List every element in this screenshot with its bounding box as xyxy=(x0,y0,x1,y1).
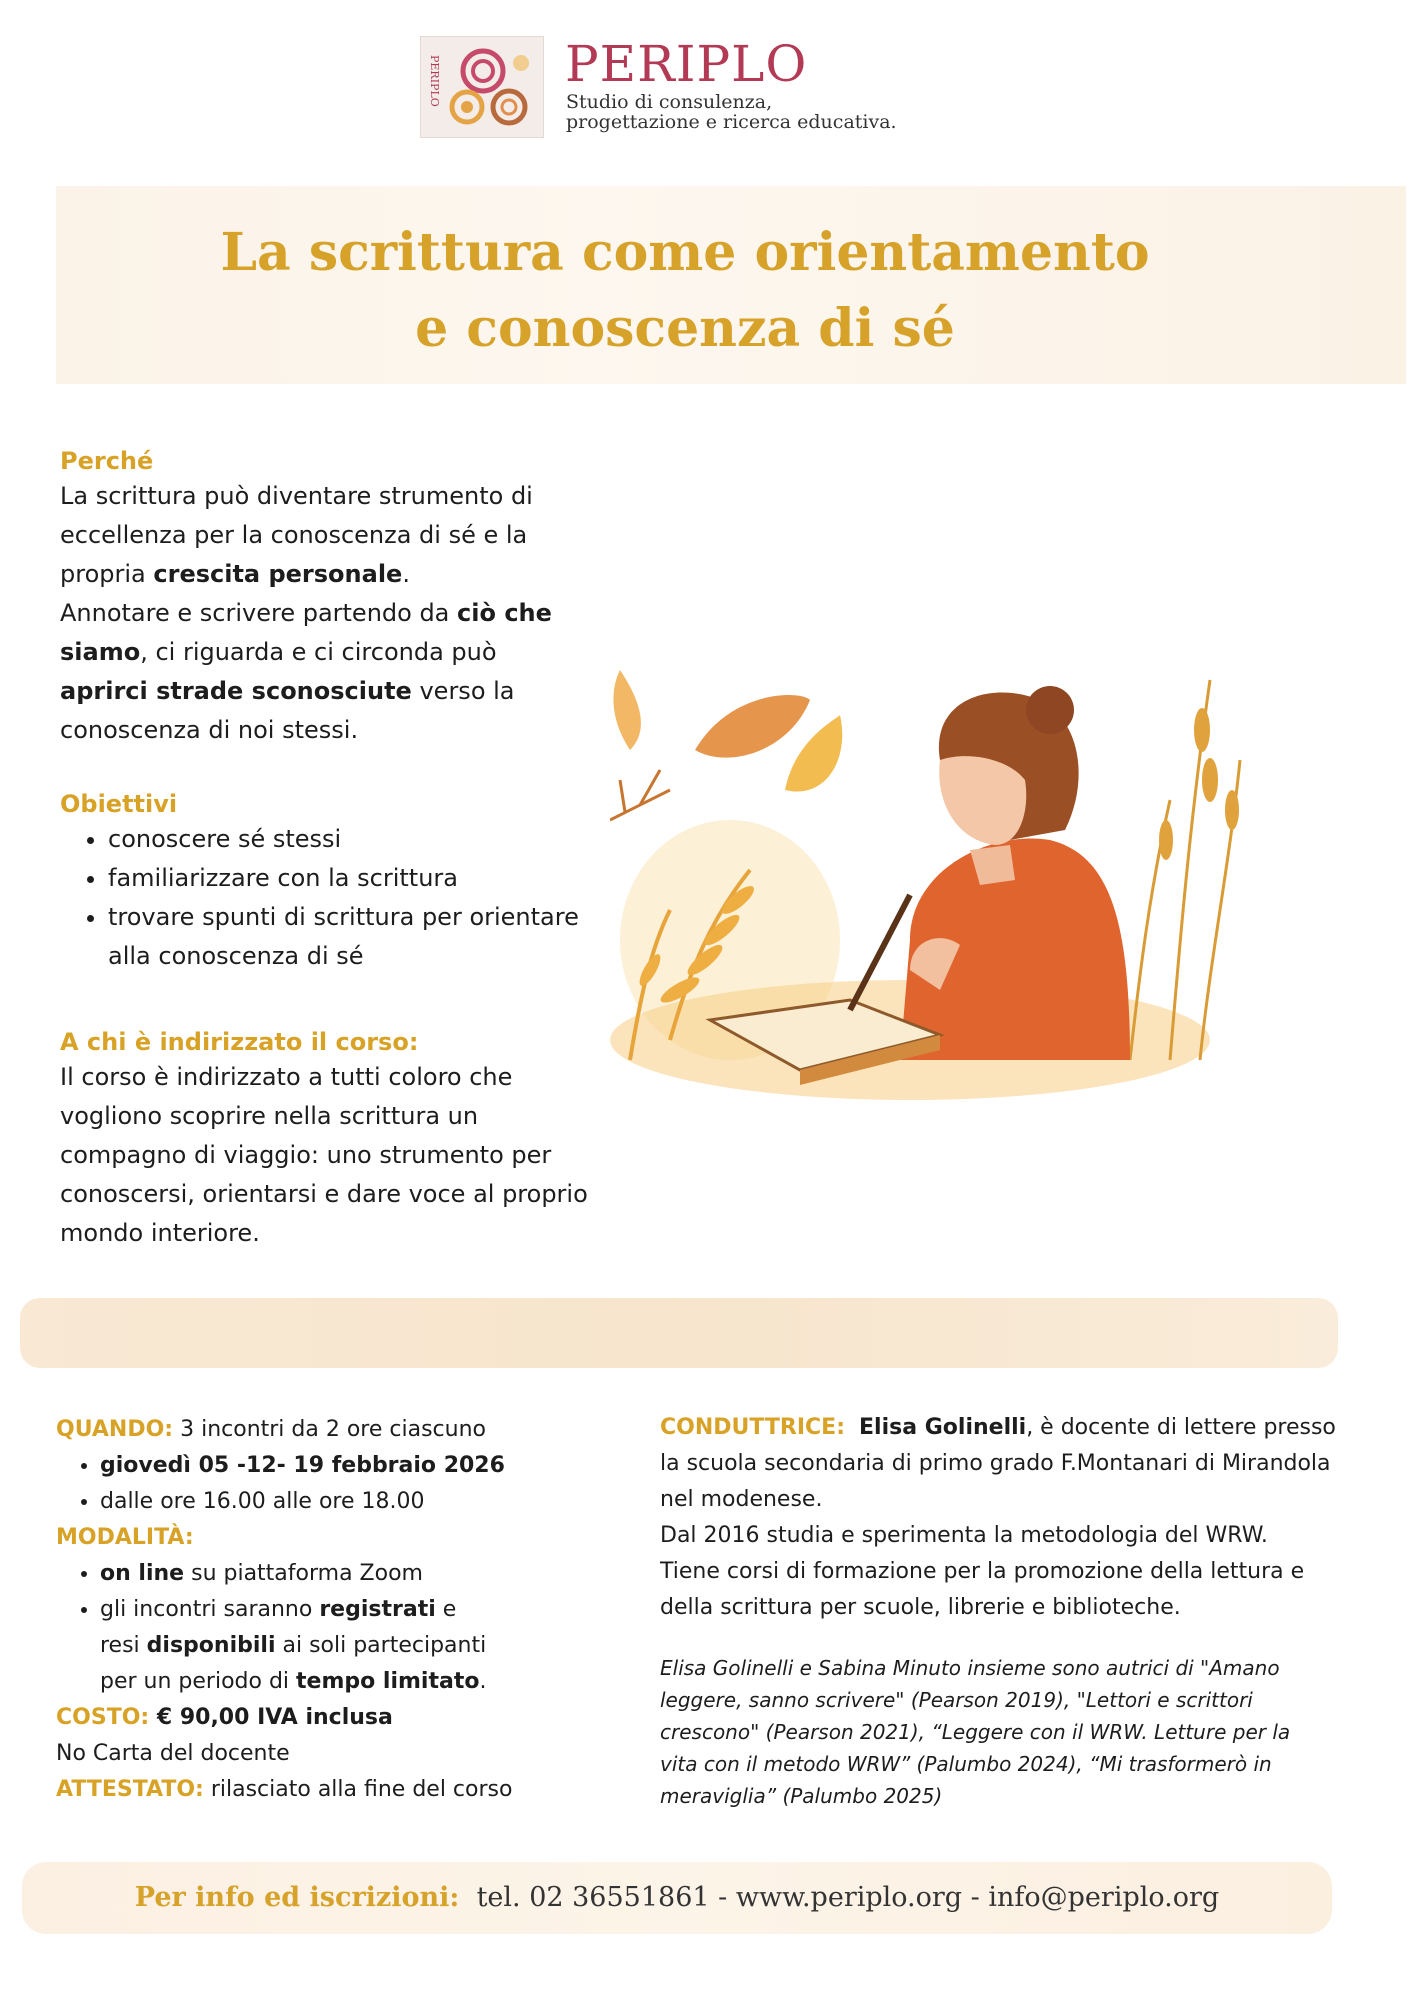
list-item: • conoscere sé stessi xyxy=(108,820,580,859)
section-perche xyxy=(60,445,580,750)
list-item: • trovare spunti di scrittura per orientare alla conoscenza di sé xyxy=(108,898,580,976)
face xyxy=(939,756,1026,845)
section-heading: Obiettivi xyxy=(60,790,178,818)
section-heading: Perché xyxy=(60,447,154,475)
page-title-line1: La scrittura come orientamento xyxy=(220,222,1150,283)
objectives-list xyxy=(60,820,580,976)
leaf-icon xyxy=(613,670,640,750)
list-item: • gli incontri saranno registrati e resi disponibili ai soli partecipanti per un periodo di tempo limitato. xyxy=(100,1592,500,1700)
paragraph: Dal 2016 studia e sperimenta la metodologia del WRW. xyxy=(660,1523,1268,1548)
conduttrice-bio: CONDUTTRICE: Elisa Golinelli, è docente di lettere presso la scuola secondaria di primo grado F.Montanari di Mirandola nel modenese. xyxy=(660,1415,1336,1512)
list-item: • dalle ore 16.00 alle ore 18.00 xyxy=(100,1484,616,1520)
section-destinatari xyxy=(60,1026,590,1253)
leaf-icon xyxy=(695,695,810,758)
paragraph: Il corso è indirizzato a tutti coloro che vogliono scoprire nella scrittura un compagno di viaggio: uno strumento per conoscersi, orientarsi e dare voce al proprio mondo interiore. xyxy=(60,1063,588,1247)
dates-list xyxy=(56,1448,616,1520)
logo xyxy=(420,36,544,138)
section-obiettivi xyxy=(60,788,580,976)
list-item: • familiarizzare con la scrittura xyxy=(108,859,580,898)
list-item: • giovedì 05 -12- 19 febbraio 2026 xyxy=(100,1448,616,1484)
costo-line: COSTO: € 90,00 IVA inclusa xyxy=(56,1705,393,1730)
section-heading: A chi è indirizzato il corso: xyxy=(60,1028,419,1056)
svg-text:PERIPLO: PERIPLO xyxy=(428,55,441,107)
paragraph: Annotare e scrivere partendo da ciò che siamo, ci riguarda e ci circonda può aprirci strade sconosciute verso la conoscenza di noi stessi. xyxy=(60,599,552,744)
modalita-list xyxy=(56,1556,616,1700)
brand-name: PERIPLO xyxy=(565,35,808,93)
attestato-line: ATTESTATO: rilasciato alla fine del corso xyxy=(56,1777,513,1802)
course-info xyxy=(56,1412,616,1808)
brand-subtitle: Studio di consulenza, progettazione e ricerca educativa. xyxy=(566,91,897,133)
paragraph: Tiene corsi di formazione per la promozione della lettura e della scrittura per scuole, librerie e biblioteche. xyxy=(660,1559,1305,1620)
modalita-heading: MODALITÀ: xyxy=(56,1525,194,1550)
page-title-line2: e conoscenza di sé xyxy=(415,298,955,359)
paragraph: La scrittura può diventare strumento di eccellenza per la conoscenza di sé e la propria crescita personale. xyxy=(60,482,533,588)
divider-band xyxy=(20,1298,1338,1368)
quando-line: QUANDO: 3 incontri da 2 ore ciascuno xyxy=(56,1417,486,1442)
costo-note: No Carta del docente xyxy=(56,1741,290,1766)
spiral-logo-icon xyxy=(421,37,543,137)
woman-writing-illustration xyxy=(610,640,1250,1110)
list-item: • on line su piattaforma Zoom xyxy=(100,1556,616,1592)
footer-contacts xyxy=(22,1874,1332,1922)
conduttrice-section xyxy=(660,1410,1350,1812)
leaf-icon xyxy=(785,715,842,792)
books-note: Elisa Golinelli e Sabina Minuto insieme sono autrici di "Amano leggere, sanno scrivere" (Pearson 2019), "Lettori e scrittori crescono" (Pearson 2021), “Leggere con il WRW. Letture per la vita con il metodo WRW” (Palumbo 2024), “Mi trasformerò in meraviglia” (Palumbo 2025) xyxy=(660,1656,1291,1808)
contact-info[interactable]: tel. 02 36551861 - www.periplo.org - info@periplo.org xyxy=(476,1882,1220,1913)
footer-label: Per info ed iscrizioni: xyxy=(134,1882,460,1913)
